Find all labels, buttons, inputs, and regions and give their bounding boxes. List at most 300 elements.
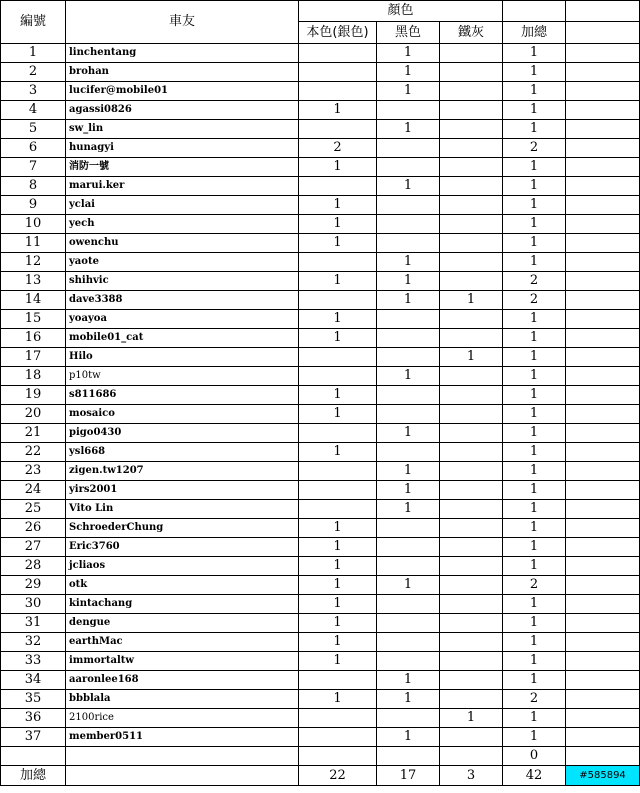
gray-count-cell — [440, 386, 503, 405]
black-count-cell: 1 — [377, 462, 440, 481]
member-name-cell: SchroederChung — [66, 519, 299, 538]
silver-count-cell: 1 — [299, 652, 377, 671]
table-row — [1, 443, 640, 462]
row-total-cell: 1 — [503, 538, 566, 557]
row-total-cell: 1 — [503, 44, 566, 63]
blank-cell — [566, 614, 640, 633]
table-row — [1, 709, 640, 728]
row-id-cell: 27 — [1, 538, 66, 557]
row-total-cell: 2 — [503, 690, 566, 709]
row-total-cell: 1 — [503, 367, 566, 386]
silver-count-cell: 1 — [299, 576, 377, 595]
table-row — [1, 614, 640, 633]
black-count-cell: 1 — [377, 63, 440, 82]
gray-count-cell — [440, 101, 503, 120]
grand-total-row — [1, 766, 640, 786]
silver-count-cell: 1 — [299, 310, 377, 329]
black-count-cell: 1 — [377, 424, 440, 443]
table-row — [1, 139, 640, 158]
table-row — [1, 215, 640, 234]
gray-count-cell — [440, 443, 503, 462]
member-name-cell: p10tw — [66, 367, 299, 386]
black-count-cell — [377, 215, 440, 234]
member-name-cell: lucifer@mobile01 — [66, 82, 299, 101]
member-name-cell: zigen.tw1207 — [66, 462, 299, 481]
row-id-cell: 33 — [1, 652, 66, 671]
row-id-cell: 35 — [1, 690, 66, 709]
table-row — [1, 120, 640, 139]
table-row — [1, 500, 640, 519]
black-count-cell: 1 — [377, 576, 440, 595]
row-total-cell: 1 — [503, 481, 566, 500]
table-row — [1, 101, 640, 120]
table-row — [1, 63, 640, 82]
member-name-cell: bbblala — [66, 690, 299, 709]
row-id-cell — [1, 747, 66, 766]
black-count-cell: 1 — [377, 120, 440, 139]
black-count-cell — [377, 443, 440, 462]
table-row — [1, 82, 640, 101]
row-total-cell: 1 — [503, 348, 566, 367]
table-row — [1, 386, 640, 405]
blank-cell — [566, 120, 640, 139]
row-total-cell: 1 — [503, 82, 566, 101]
blank-cell — [566, 576, 640, 595]
black-count-cell — [377, 139, 440, 158]
blank-header-cell-right-2 — [566, 22, 640, 44]
blank-cell — [566, 747, 640, 766]
row-id-cell: 15 — [1, 310, 66, 329]
row-id-cell: 32 — [1, 633, 66, 652]
member-header: 車友 — [66, 1, 299, 44]
overall-grand-total: 42 — [503, 766, 566, 786]
silver-count-cell: 1 — [299, 595, 377, 614]
blank-cell — [566, 462, 640, 481]
row-total-cell: 1 — [503, 329, 566, 348]
silver-count-cell: 1 — [299, 557, 377, 576]
table-row — [1, 538, 640, 557]
gray-count-cell: 1 — [440, 291, 503, 310]
blank-cell — [566, 690, 640, 709]
row-total-cell: 1 — [503, 519, 566, 538]
gray-count-cell — [440, 329, 503, 348]
black-count-cell — [377, 310, 440, 329]
row-id-cell: 20 — [1, 405, 66, 424]
silver-count-cell: 1 — [299, 633, 377, 652]
member-name-cell: kintachang — [66, 595, 299, 614]
row-id-cell: 3 — [1, 82, 66, 101]
member-name-cell: marui.ker — [66, 177, 299, 196]
row-total-cell: 1 — [503, 424, 566, 443]
blank-cell — [566, 424, 640, 443]
row-id-cell: 7 — [1, 158, 66, 177]
gray-count-cell — [440, 595, 503, 614]
table-row — [1, 652, 640, 671]
member-name-cell — [66, 747, 299, 766]
blank-cell — [566, 82, 640, 101]
silver-count-cell: 1 — [299, 101, 377, 120]
member-name-cell: 消防一號 — [66, 158, 299, 177]
row-total-cell: 1 — [503, 728, 566, 747]
silver-count-cell — [299, 747, 377, 766]
member-name-cell: hunagyi — [66, 139, 299, 158]
member-name-cell: Hilo — [66, 348, 299, 367]
black-count-cell — [377, 538, 440, 557]
blank-cell — [566, 595, 640, 614]
row-id-cell: 17 — [1, 348, 66, 367]
member-name-cell: sw_lin — [66, 120, 299, 139]
table-row — [1, 557, 640, 576]
row-total-cell: 1 — [503, 595, 566, 614]
row-id-cell: 31 — [1, 614, 66, 633]
silver-count-cell: 1 — [299, 538, 377, 557]
member-name-cell: s811686 — [66, 386, 299, 405]
grand-total-label: 加總 — [1, 766, 66, 786]
black-count-cell — [377, 633, 440, 652]
blank-header-cell-right — [566, 1, 640, 22]
black-count-cell — [377, 519, 440, 538]
gray-count-cell — [440, 215, 503, 234]
silver-count-cell — [299, 253, 377, 272]
black-count-cell: 1 — [377, 500, 440, 519]
color-group-header: 顏色 — [299, 1, 503, 22]
table-row — [1, 462, 640, 481]
table-row — [1, 310, 640, 329]
table-row — [1, 158, 640, 177]
black-count-cell: 1 — [377, 82, 440, 101]
black-count-cell: 1 — [377, 177, 440, 196]
row-id-cell: 13 — [1, 272, 66, 291]
row-id-cell: 19 — [1, 386, 66, 405]
member-name-cell: yirs2001 — [66, 481, 299, 500]
member-name-cell: 2100rice — [66, 709, 299, 728]
silver-count-cell: 1 — [299, 234, 377, 253]
row-total-cell: 2 — [503, 139, 566, 158]
row-id-cell: 34 — [1, 671, 66, 690]
silver-count-cell — [299, 424, 377, 443]
gray-count-cell — [440, 234, 503, 253]
row-id-cell: 24 — [1, 481, 66, 500]
row-id-cell: 10 — [1, 215, 66, 234]
gray-count-cell — [440, 63, 503, 82]
blank-cell — [566, 196, 640, 215]
row-id-cell: 9 — [1, 196, 66, 215]
blank-cell — [566, 101, 640, 120]
member-name-cell: Eric3760 — [66, 538, 299, 557]
row-id-cell: 30 — [1, 595, 66, 614]
gray-count-cell — [440, 519, 503, 538]
gray-count-cell — [440, 747, 503, 766]
black-count-cell: 1 — [377, 291, 440, 310]
black-header: 黑色 — [377, 22, 440, 44]
member-name-cell: shihvic — [66, 272, 299, 291]
black-count-cell — [377, 652, 440, 671]
table-row — [1, 633, 640, 652]
row-total-cell: 2 — [503, 576, 566, 595]
gray-count-cell — [440, 139, 503, 158]
gray-count-cell — [440, 500, 503, 519]
blank-cell — [566, 215, 640, 234]
table-row — [1, 576, 640, 595]
silver-count-cell — [299, 728, 377, 747]
member-name-cell: jcliaos — [66, 557, 299, 576]
gray-count-cell — [440, 253, 503, 272]
black-count-cell: 1 — [377, 367, 440, 386]
silver-count-cell: 1 — [299, 443, 377, 462]
row-total-cell: 2 — [503, 272, 566, 291]
row-id-cell: 26 — [1, 519, 66, 538]
member-name-cell: mobile01_cat — [66, 329, 299, 348]
row-total-cell: 1 — [503, 709, 566, 728]
table-row — [1, 196, 640, 215]
silver-count-cell: 1 — [299, 329, 377, 348]
row-total-cell: 1 — [503, 310, 566, 329]
silver-count-cell — [299, 367, 377, 386]
row-id-cell: 16 — [1, 329, 66, 348]
silver-count-cell: 1 — [299, 196, 377, 215]
blank-cell — [566, 728, 640, 747]
black-count-cell: 1 — [377, 728, 440, 747]
black-count-cell: 1 — [377, 44, 440, 63]
black-count-cell: 1 — [377, 690, 440, 709]
black-count-cell — [377, 614, 440, 633]
row-total-cell: 1 — [503, 158, 566, 177]
silver-count-cell: 1 — [299, 386, 377, 405]
row-total-cell: 1 — [503, 557, 566, 576]
table-row — [1, 747, 640, 766]
member-name-cell: agassi0826 — [66, 101, 299, 120]
blank-cell — [566, 234, 640, 253]
blank-cell — [566, 348, 640, 367]
gray-header: 鐵灰 — [440, 22, 503, 44]
blank-cell — [566, 671, 640, 690]
row-total-cell: 1 — [503, 234, 566, 253]
row-id-cell: 1 — [1, 44, 66, 63]
member-name-cell: brohan — [66, 63, 299, 82]
row-total-cell: 1 — [503, 63, 566, 82]
row-total-cell: 1 — [503, 215, 566, 234]
black-count-cell — [377, 234, 440, 253]
blank-cell — [566, 158, 640, 177]
header-row-1 — [1, 1, 640, 22]
row-total-cell: 1 — [503, 671, 566, 690]
blank-cell — [566, 405, 640, 424]
gray-count-cell — [440, 82, 503, 101]
silver-count-cell — [299, 291, 377, 310]
gray-count-cell — [440, 120, 503, 139]
member-name-cell: owenchu — [66, 234, 299, 253]
row-total-cell: 1 — [503, 652, 566, 671]
blank-cell — [566, 633, 640, 652]
row-id-cell: 4 — [1, 101, 66, 120]
table-row — [1, 671, 640, 690]
row-id-cell: 5 — [1, 120, 66, 139]
table-row — [1, 291, 640, 310]
gray-count-cell — [440, 538, 503, 557]
row-id-cell: 6 — [1, 139, 66, 158]
row-total-cell: 1 — [503, 386, 566, 405]
member-name-cell: yaote — [66, 253, 299, 272]
gray-count-cell — [440, 633, 503, 652]
row-total-cell: 1 — [503, 633, 566, 652]
row-id-cell: 2 — [1, 63, 66, 82]
blank-cell — [566, 310, 640, 329]
id-badge: #585894 — [566, 766, 640, 786]
row-id-cell: 18 — [1, 367, 66, 386]
member-name-cell: dave3388 — [66, 291, 299, 310]
row-id-cell: 37 — [1, 728, 66, 747]
table-row — [1, 329, 640, 348]
gray-count-cell — [440, 728, 503, 747]
row-id-cell: 11 — [1, 234, 66, 253]
silver-count-cell: 2 — [299, 139, 377, 158]
row-id-cell: 14 — [1, 291, 66, 310]
gray-grand-total: 3 — [440, 766, 503, 786]
blank-cell — [566, 500, 640, 519]
total-header: 加總 — [503, 22, 566, 44]
member-name-cell: aaronlee168 — [66, 671, 299, 690]
silver-count-cell — [299, 348, 377, 367]
table-row — [1, 272, 640, 291]
silver-count-cell — [299, 709, 377, 728]
blank-cell — [566, 709, 640, 728]
member-name-cell: yclai — [66, 196, 299, 215]
silver-count-cell: 1 — [299, 215, 377, 234]
blank-cell — [566, 253, 640, 272]
silver-count-cell: 1 — [299, 405, 377, 424]
gray-count-cell: 1 — [440, 348, 503, 367]
table-row — [1, 519, 640, 538]
gray-count-cell — [440, 367, 503, 386]
row-id-cell: 25 — [1, 500, 66, 519]
gray-count-cell — [440, 690, 503, 709]
row-total-cell: 0 — [503, 747, 566, 766]
black-count-cell — [377, 158, 440, 177]
row-id-cell: 21 — [1, 424, 66, 443]
member-name-cell: mosaico — [66, 405, 299, 424]
member-name-cell: immortaltw — [66, 652, 299, 671]
blank-cell — [566, 481, 640, 500]
silver-count-cell: 1 — [299, 519, 377, 538]
gray-count-cell — [440, 310, 503, 329]
blank-cell — [566, 177, 640, 196]
black-count-cell: 1 — [377, 272, 440, 291]
table-row — [1, 348, 640, 367]
blank-cell — [566, 139, 640, 158]
silver-count-cell — [299, 462, 377, 481]
row-total-cell: 1 — [503, 177, 566, 196]
blank-cell — [566, 557, 640, 576]
blank-cell — [566, 291, 640, 310]
gray-count-cell: 1 — [440, 709, 503, 728]
gray-count-cell — [440, 272, 503, 291]
row-total-cell: 1 — [503, 462, 566, 481]
black-count-cell — [377, 386, 440, 405]
gray-count-cell — [440, 158, 503, 177]
black-grand-total: 17 — [377, 766, 440, 786]
row-id-cell: 8 — [1, 177, 66, 196]
table-row — [1, 728, 640, 747]
blank-cell — [566, 538, 640, 557]
black-count-cell: 1 — [377, 671, 440, 690]
blank-header-cell — [503, 1, 566, 22]
table-row — [1, 481, 640, 500]
silver-count-cell — [299, 500, 377, 519]
row-id-cell: 22 — [1, 443, 66, 462]
silver-count-cell: 1 — [299, 614, 377, 633]
gray-count-cell — [440, 481, 503, 500]
member-name-cell: yech — [66, 215, 299, 234]
silver-count-cell — [299, 82, 377, 101]
silver-grand-total: 22 — [299, 766, 377, 786]
blank-cell — [566, 63, 640, 82]
row-total-cell: 1 — [503, 614, 566, 633]
row-id-cell: 12 — [1, 253, 66, 272]
black-count-cell — [377, 196, 440, 215]
table-row — [1, 424, 640, 443]
gray-count-cell — [440, 576, 503, 595]
table-row — [1, 595, 640, 614]
row-total-cell: 1 — [503, 101, 566, 120]
row-total-cell: 1 — [503, 405, 566, 424]
black-count-cell — [377, 405, 440, 424]
black-count-cell — [377, 557, 440, 576]
table-row — [1, 234, 640, 253]
blank-cell — [566, 443, 640, 462]
table-row — [1, 367, 640, 386]
member-name-cell: earthMac — [66, 633, 299, 652]
black-count-cell — [377, 709, 440, 728]
row-id-cell: 28 — [1, 557, 66, 576]
row-total-cell: 1 — [503, 196, 566, 215]
black-count-cell: 1 — [377, 253, 440, 272]
row-id-cell: 36 — [1, 709, 66, 728]
silver-count-cell — [299, 120, 377, 139]
gray-count-cell — [440, 177, 503, 196]
row-id-cell: 29 — [1, 576, 66, 595]
black-count-cell — [377, 747, 440, 766]
black-count-cell — [377, 348, 440, 367]
silver-count-cell: 1 — [299, 272, 377, 291]
gray-count-cell — [440, 44, 503, 63]
blank-cell — [566, 44, 640, 63]
row-total-cell: 2 — [503, 291, 566, 310]
blank-cell — [66, 766, 299, 786]
gray-count-cell — [440, 462, 503, 481]
silver-count-cell: 1 — [299, 158, 377, 177]
silver-count-cell — [299, 63, 377, 82]
silver-count-cell — [299, 177, 377, 196]
member-name-cell: pigo0430 — [66, 424, 299, 443]
silver-count-cell: 1 — [299, 690, 377, 709]
gray-count-cell — [440, 196, 503, 215]
black-count-cell: 1 — [377, 481, 440, 500]
member-name-cell: Vito Lin — [66, 500, 299, 519]
member-name-cell: yoayoa — [66, 310, 299, 329]
black-count-cell — [377, 329, 440, 348]
table-row — [1, 44, 640, 63]
gray-count-cell — [440, 405, 503, 424]
table-row — [1, 177, 640, 196]
gray-count-cell — [440, 652, 503, 671]
gray-count-cell — [440, 614, 503, 633]
row-total-cell: 1 — [503, 253, 566, 272]
row-total-cell: 1 — [503, 120, 566, 139]
row-total-cell: 1 — [503, 443, 566, 462]
row-id-cell: 23 — [1, 462, 66, 481]
member-name-cell: ysl668 — [66, 443, 299, 462]
blank-cell — [566, 367, 640, 386]
